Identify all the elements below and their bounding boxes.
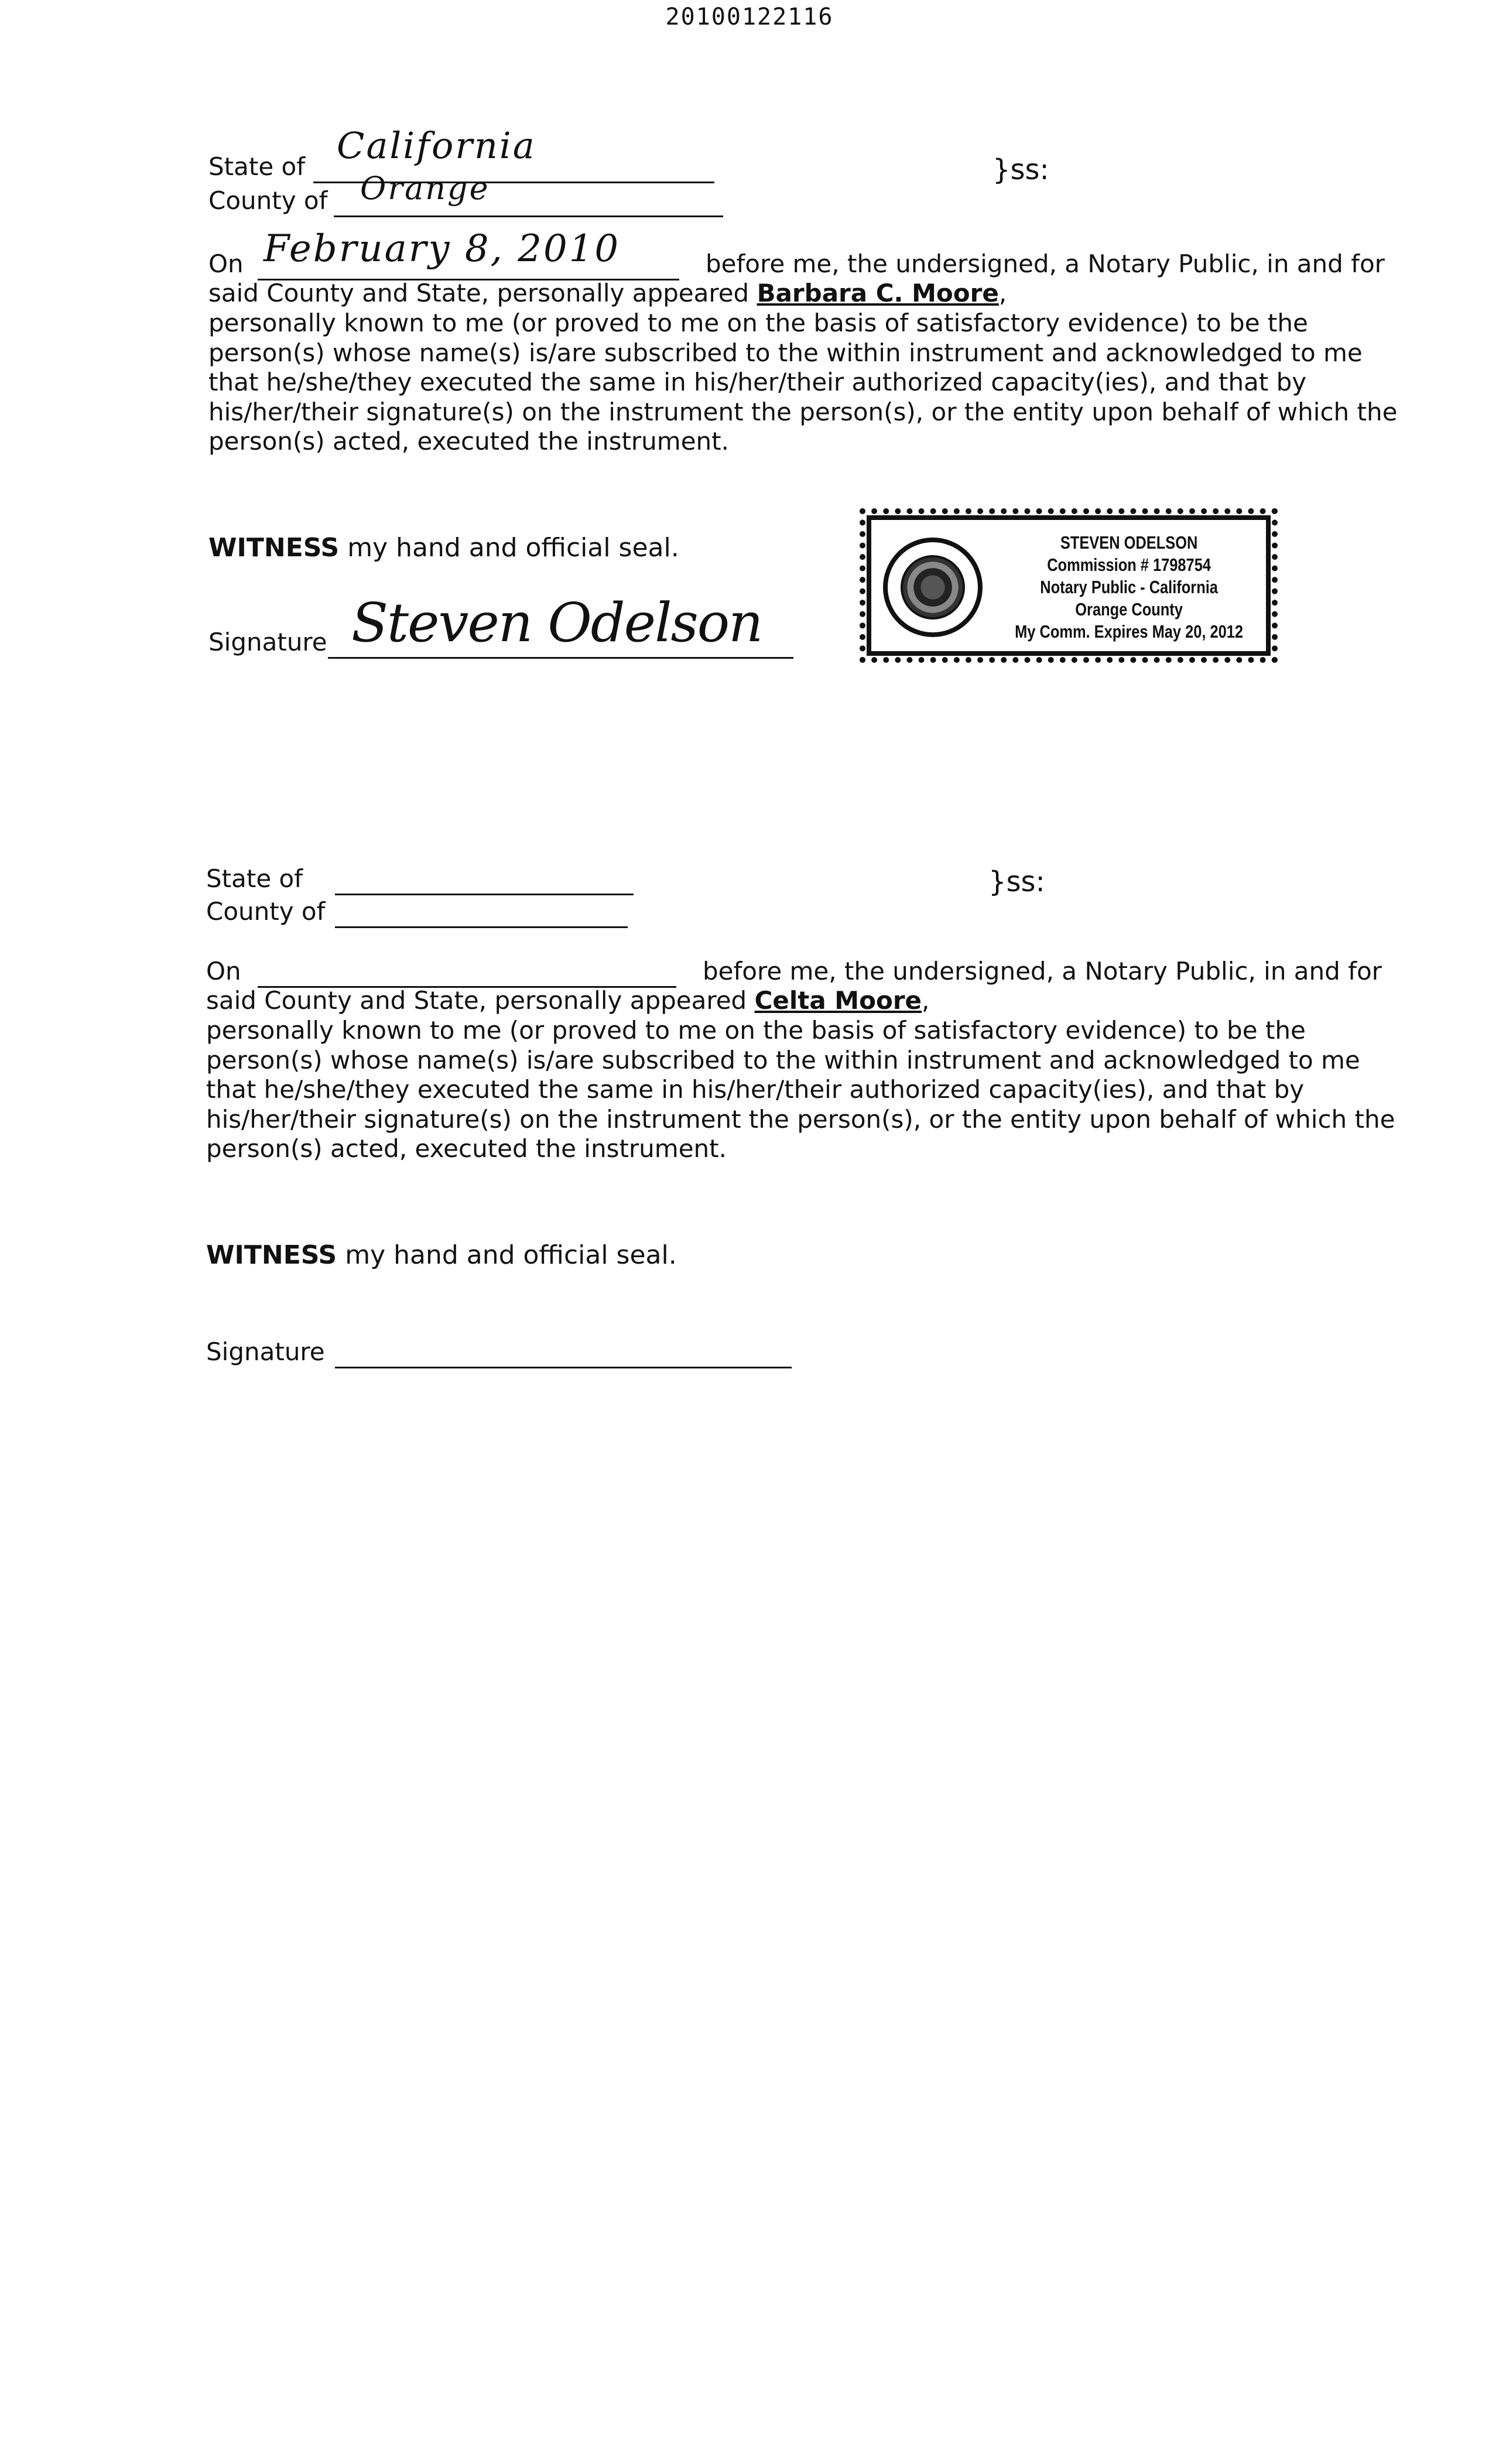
state-seal-icon [883,538,983,637]
line2-prefix: said County and State, personally appeared [208,279,750,307]
body-line: person(s) whose name(s) is/are subscribed to the within instrument and acknowledged to me [206,1045,1360,1074]
body-line: his/her/their signature(s) on the instrument the person(s), or the entity upon behalf of which the [208,397,1398,426]
line2-prefix: said County and State, personally appeared [206,986,747,1015]
county-label: County of [208,186,328,215]
line2 [208,279,1007,307]
appeared-name: Barbara C. Moore [757,279,999,307]
ss-marker: }ss: [993,153,1049,186]
notary-title: Notary Public - California [1040,577,1218,597]
witness-text: my hand and official seal. [345,1240,677,1270]
date-field[interactable] [258,956,676,988]
on-label: On [208,249,244,278]
county-field[interactable] [335,896,628,928]
ack1-body [208,309,1409,457]
notary-county: Orange County [1075,599,1183,620]
state-handwritten-value: California [337,124,536,167]
line1-text: before me, the undersigned, a Notary Public, in and for [706,249,1385,278]
ss-marker: }ss: [988,865,1045,898]
signature-label: Signature [208,628,327,656]
body-line: that he/she/they executed the same in his/her/their authorized capacity(ies), and that by [206,1075,1305,1104]
body-line: that he/she/they executed the same in his/her/their authorized capacity(ies), and that by [208,368,1307,396]
body-line: his/her/their signature(s) on the instrument the person(s), or the entity upon behalf of which the [206,1104,1395,1134]
body-line: personally known to me (or proved to me on the basis of satisfactory evidence) to be the [206,1016,1306,1045]
witness-bold: WITNESS [208,533,340,563]
witness-bold: WITNESS [206,1240,337,1270]
body-line: personally known to me (or proved to me on the basis of satisfactory evidence) to be the [208,309,1308,337]
document-number: 20100122116 [665,4,834,30]
body-line: person(s) whose name(s) is/are subscribed to the within instrument and acknowledged to me [208,338,1363,367]
body-line: person(s) acted, executed the instrument. [206,1134,727,1163]
body-line: person(s) acted, executed the instrument. [208,427,729,456]
signature-label: Signature [206,1337,325,1366]
county-label: County of [206,897,326,926]
commission-number: Commission # 1798754 [1047,555,1211,575]
state-label: State of [206,864,303,893]
date-handwritten-value: February 8, 2010 [263,227,621,271]
on-label: On [206,957,241,985]
signature-field[interactable] [335,1336,792,1368]
line2 [206,986,929,1015]
state-label: State of [208,152,306,181]
comma: , [922,986,930,1015]
state-field[interactable] [335,863,634,895]
commission-expiry: My Comm. Expires May 20, 2012 [1015,621,1244,642]
comma: , [998,279,1007,307]
line1-text: before me, the undersigned, a Notary Public, in and for [703,957,1382,985]
stamp-text [997,532,1261,643]
seal-emblem [901,555,965,620]
signature-handwritten: Steven Odelson [351,591,762,654]
witness-text: my hand and official seal. [347,533,679,563]
ack2-body [206,1016,1406,1164]
county-handwritten-value: Orange [360,170,490,207]
notary-name: STEVEN ODELSON [1060,532,1198,553]
appeared-name: Celta Moore [754,986,922,1015]
witness-line [206,1240,677,1270]
notary-stamp [867,515,1271,656]
witness-line [208,533,679,563]
